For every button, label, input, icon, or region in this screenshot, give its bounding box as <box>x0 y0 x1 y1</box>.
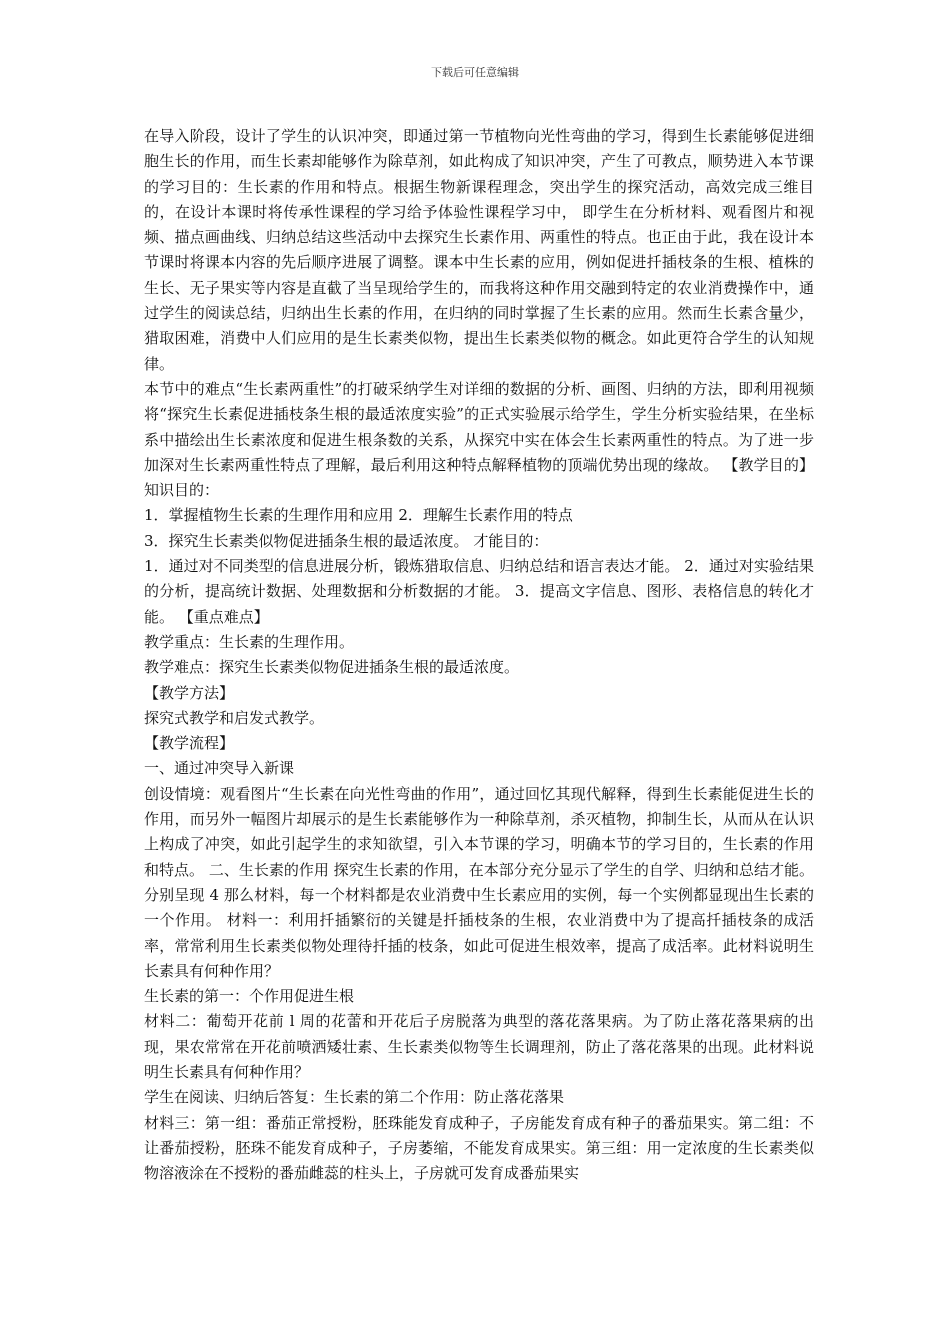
paragraph: 本节中的难点“生长素两重性”的打破采纳学生对详细的数据的分析、画图、归纳的方法，即利用视频将“探究生长素促进插枝条生根的最适浓度实验”的正式实验展示给学生，学生分析实验结果，在坐标系中描绘出生长素浓度和促进生根条数的关系，从探究中实在体会生长素两重性的特点。为了进一步加深对生长素两重性特点了理解，最后利用这种特点解释植物的顶端优势出现的缘故。 【教学目的】 知识目的： <box>144 379 814 500</box>
paragraph: 创设情境：观看图片“生长素在向光性弯曲的作用”，通过回忆其现代解释，得到生长素能促进生长的作用，而另外一幅图片却展示的是生长素能够作为一种除草剂，杀灭植物，抑制生长，从而从在认识上构成了冲突，如此引起学生的求知欲望，引入本节课的学习，明确本节的学习目的，生长素的作用和特点。 二、生长素的作用 探究生长素的作用，在本部分充分显示了学生的自学、归纳和总结才能。分别呈现 4 那么材料，每一个材料都是农业消费中生长素应用的实例，每一个实例都显现出生长素的一个作用。 材料一：利用扦插繁衍的关键是扦插枝条的生根，农业消费中为了提高扦插枝条的成活率，常常利用生长素类似物处理待扦插的枝条，如此可促进生根效率，提高了成活率。此材料说明生长素具有何种作用？ <box>144 784 814 980</box>
paragraph: 教学难点：探究生长素类似物促进插条生根的最适浓度。 <box>144 658 520 677</box>
paragraph: 材料二：葡萄开花前 l 周的花蕾和开花后子房脱落为典型的落花落果病。为了防止落花落果病的出现，果农常常在开花前喷洒矮壮素、生长素类似物等生长调理剂，防止了落花落果的出现。此材料说明生长素具有何种作用？ <box>144 1012 814 1081</box>
page-header: 下载后可任意编辑 <box>431 66 519 79</box>
paragraph: 1．掌握植物生长素的生理作用和应用 2．理解生长素作用的特点 <box>144 506 573 525</box>
paragraph: 生长素的第一：个作用促进生根 <box>144 987 355 1006</box>
paragraph: 学生在阅读、归纳后答复：生长素的第二个作用：防止落花落果 <box>144 1088 565 1107</box>
document-body <box>144 124 814 1186</box>
section-heading: 【教学流程】 <box>144 734 235 753</box>
paragraph: 在导入阶段，设计了学生的认识冲突，即通过第一节植物向光性弯曲的学习，得到生长素能够促进细胞生长的作用，而生长素却能够作为除草剂，如此构成了知识冲突，产生了可教点，顺势进入本节课的学习目的：生长素的作用和特点。根据生物新课程理念，突出学生的探究活动，高效完成三维目的，在设计本课时将传承性课程的学习给予体验性课程学习中， 即学生在分析材料、观看图片和视频、描点画曲线、归纳总结这些活动中去探究生长素作用、两重性的特点。也正由于此，我在设计本节课时将课本内容的先后顺序进展了调整。课本中生长素的应用，例如促进扦插枝条的生根、植株的生长、无子果实等内容是直截了当呈现给学生的，而我将这种作用交融到特定的农业消费操作中，通过学生的阅读总结，归纳出生长素的作用，在归纳的同时掌握了生长素的应用。然而生长素含量少，猎取困难，消费中人们应用的是生长素类似物，提出生长素类似物的概念。如此更符合学生的认知规律。 <box>144 127 814 373</box>
section-heading: 【教学方法】 <box>144 683 235 702</box>
paragraph: 1．通过对不同类型的信息进展分析，锻炼猎取信息、归纳总结和语言表达才能。 2．通过对实验结果的分析，提高统计数据、处理数据和分析数据的才能。 3．提高文字信息、图形、表格信息的转化才能。 【重点难点】 <box>144 557 814 626</box>
paragraph: 3．探究生长素类似物促进插条生根的最适浓度。 才能目的： <box>144 531 549 550</box>
section-heading: 一、通过冲突导入新课 <box>144 759 295 778</box>
paragraph: 教学重点：生长素的生理作用。 <box>144 632 355 651</box>
paragraph: 探究式教学和启发式教学。 <box>144 708 325 727</box>
paragraph: 材料三：第一组：番茄正常授粉，胚珠能发育成种子，子房能发育成有种子的番茄果实。第二组：不让番茄授粉，胚珠不能发育成种子，子房萎缩，不能发育成果实。第三组：用一定浓度的生长素类似物溶液涂在不授粉的番茄雌蕊的柱头上，子房就可发育成番茄果实 <box>144 1113 814 1183</box>
